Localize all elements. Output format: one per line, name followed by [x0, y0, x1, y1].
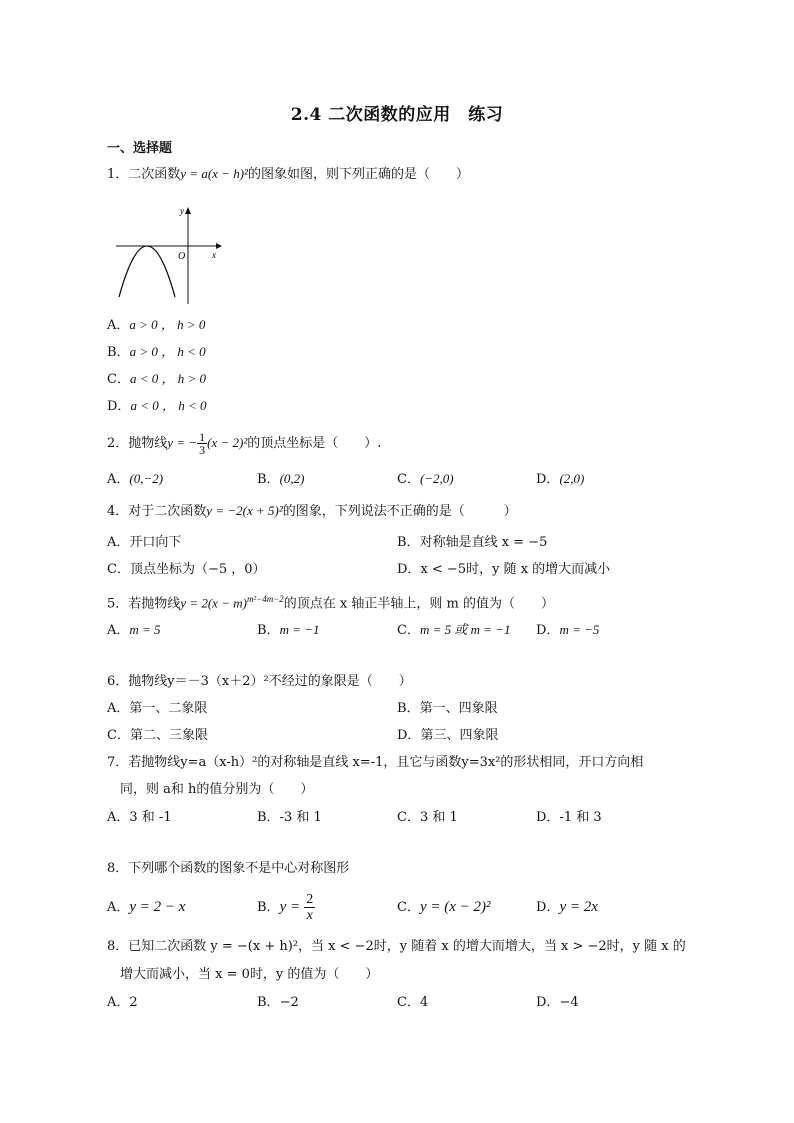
q1-option-c[interactable]: C．a < 0 ， h > 0: [107, 371, 206, 387]
q2-option-c[interactable]: C．(−2,0): [397, 471, 454, 487]
q4-option-a[interactable]: A．开口向下: [107, 535, 182, 550]
q1-option-d[interactable]: D．a < 0 ， h < 0: [107, 398, 207, 414]
q8b-option-d[interactable]: D．−4: [536, 995, 579, 1010]
q7-option-a[interactable]: A．3 和 -1: [107, 810, 172, 825]
question-8b-continued: 增大而减小，当 x = 0时，y 的值为（ ）: [120, 967, 379, 982]
q2-option-a[interactable]: A．(0,−2): [107, 471, 164, 487]
q7-option-b[interactable]: B．-3 和 1: [257, 810, 322, 825]
q2-option-b[interactable]: B．(0,2): [257, 471, 305, 487]
question-6: 6．抛物线y＝－3（x＋2）²不经过的象限是（ ）: [107, 674, 412, 689]
x-axis-label: x: [212, 250, 216, 260]
origin-label: O: [178, 251, 186, 262]
q2-option-d[interactable]: D．(2,0): [536, 471, 585, 487]
q6-option-b[interactable]: B．第一、四象限: [397, 701, 498, 716]
q6-option-a[interactable]: A．第一、二象限: [107, 701, 208, 716]
q7-option-c[interactable]: C．3 和 1: [397, 810, 458, 825]
q5-option-d[interactable]: D．m = −5: [536, 622, 600, 638]
q7-option-d[interactable]: D．-1 和 3: [536, 810, 602, 825]
q8b-option-a[interactable]: A．2: [107, 995, 138, 1010]
q4-option-d[interactable]: D．x < −5时，y 随 x 的增大而减小: [397, 562, 611, 577]
question-8a: 8．下列哪个函数的图象不是中心对称图形: [107, 861, 350, 876]
question-8b: 8．已知二次函数 y = −(x + h)²，当 x < −2时，y 随着 x 的增大而增大，当 x > −2时，y 随 x 的: [107, 939, 686, 954]
y-axis-label: y: [180, 206, 184, 216]
question-4: 4．对于二次函数y = −2(x + 5)²的图象，下列说法不正确的是（ ）: [107, 503, 517, 519]
q1-option-b[interactable]: B．a > 0 ， h < 0: [107, 344, 206, 360]
q5-option-c[interactable]: C．m = 5 或 m = −1: [397, 622, 511, 638]
q8b-option-c[interactable]: C．4: [397, 995, 429, 1010]
page-title: 2.4 二次函数的应用 练习: [290, 105, 504, 125]
q8a-option-d[interactable]: D．y = 2x: [536, 899, 598, 915]
q5-option-b[interactable]: B．m = −1: [257, 622, 320, 638]
question-7: 7．若抛物线y=a（x-h）²的对称轴是直线 x=-1，且它与函数y=3x²的形状相同，开口方向相: [107, 755, 644, 770]
formula: y = a(x − h)²: [180, 166, 248, 181]
q8a-option-b[interactable]: B．y = $\frac{2}{x}$: [257, 892, 314, 923]
q6-option-c[interactable]: C．第二、三象限: [107, 728, 208, 743]
q1-option-a[interactable]: A．a > 0 ， h > 0: [107, 317, 206, 333]
question-7-continued: 同，则 a和 h的值分别为（ ）: [120, 782, 314, 797]
fraction: $\frac{1}{3}$: [199, 430, 206, 457]
q8a-option-c[interactable]: C．y = (x − 2)²: [397, 899, 491, 915]
question-1: 1．二次函数y = a(x − h)²的图象如图，则下列正确的是（ ）: [107, 166, 469, 182]
q5-option-a[interactable]: A．m = 5: [107, 622, 161, 638]
parabola-graph: [112, 200, 224, 308]
q8b-option-b[interactable]: B．−2: [257, 995, 299, 1010]
section-heading: 一、选择题: [107, 141, 173, 156]
q4-option-c[interactable]: C．顶点坐标为（−5 ，0）: [107, 562, 266, 577]
question-2: 2．抛物线y = − $\frac{1}{3}$ (x − 2)²的顶点坐标是（ ）.: [107, 430, 382, 457]
q6-option-d[interactable]: D．第三、四象限: [397, 728, 499, 743]
q8a-option-a[interactable]: A．y = 2 − x: [107, 899, 186, 915]
q4-option-b[interactable]: B．对称轴是直线 x = −5: [397, 535, 548, 550]
question-5: 5．若抛物线$y = 2(x - m)^{m^2-4m-2}$的顶点在 x 轴正半轴上，则 m 的值为（ ）: [107, 594, 554, 612]
